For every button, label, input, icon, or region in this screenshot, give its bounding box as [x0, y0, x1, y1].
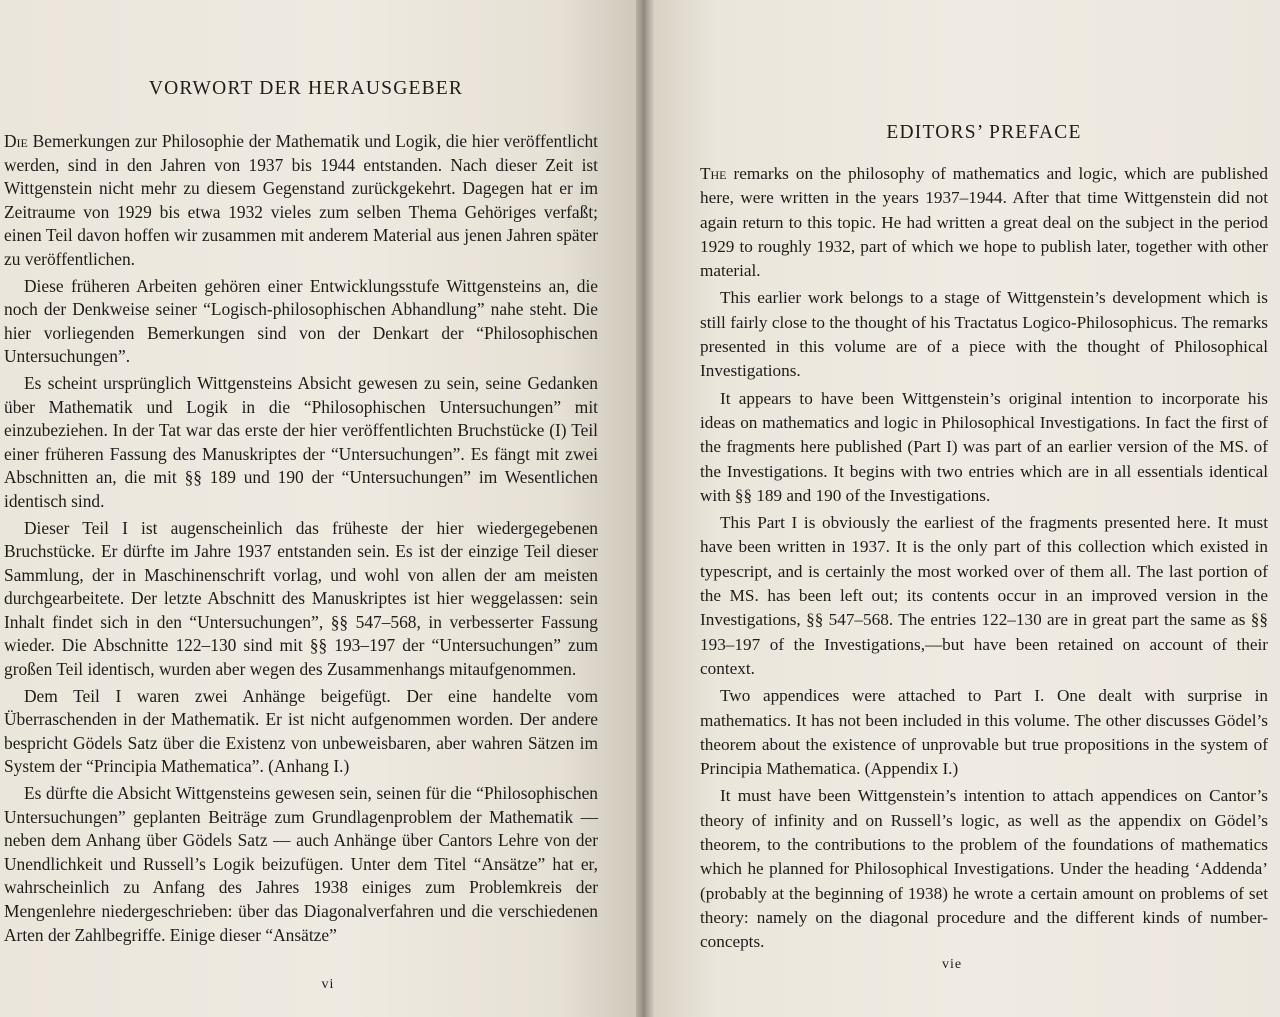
left-paragraph-3: Es scheint ursprünglich Wittgensteins Absicht gewesen zu sein, seine Gedanken über Mathematik und Logik in die “Philosophischen Untersuchungen” mit einzubeziehen. In der Tat war das erste der hier veröffentlichten Bruchstücke (I) Teil einer früheren Fassung des Manuskriptes der “Untersuchungen”. Es fängt mit zwei Abschnitten an, die mit §§ 189 und 190 der “Untersuchungen” im Wesentlichen identisch sind.: [4, 372, 598, 511]
right-paragraph-1-lead: The: [700, 164, 727, 183]
right-page-number: vie: [941, 957, 963, 972]
right-paragraph-3: It appears to have been Wittgenstein’s original intention to incorporate his ideas on mathematics and logic in Philosophical Investigations. In fact the first of the fragments here published (Part I) was part of an earlier version of the MS. of the Investigations. It begins with two entries which are in all essentials identical with §§ 189 and 190 of the Investigations.: [700, 388, 1268, 505]
left-paragraph-5: Dem Teil I waren zwei Anhänge beigefügt. Der eine handelte vom Überraschenden in der Mathematik. Er ist nicht aufgenommen worden. Der andere bespricht Gödels Satz über die Existenz von unbeweisbaren, aber wahren Sätzen im System der “Principia Mathematica”. (Anhang I.): [4, 685, 598, 777]
right-paragraph-1-text: remarks on the philosophy of mathematics and logic, which are published here, were written in the years 1937–1944. After that time Wittgenstein did not again return to this topic. He had written a great deal on the subject in the period 1929 to roughly 1932, part of which we hope to publish later, together with other material.: [700, 164, 1268, 281]
left-paragraph-1-text: Bemerkungen zur Philosophie der Mathematik und Logik, die hier veröffentlicht werden, sind in den Jahren von 1937 bis 1944 entstanden. Nach dieser Zeit ist Wittgenstein nicht mehr zu diesem Gegenstand zurückgekehrt. Dagegen hat er im Zeitraume von 1929 bis etwa 1932 vieles zum selben Thema Gehöriges verfaßt; einen Teil davon hoffen wir zusammen mit anderem Material aus jenen Jahren später zu veröffentlichen.: [4, 131, 598, 269]
left-page-german: [0, 0, 636, 1017]
right-paragraph-4: This Part I is obviously the earliest of the fragments presented here. It must have been written in 1937. It is the only part of this collection which existed in typescript, and is certainly the most worked over of them all. The last portion of the MS. has been left out; its contents occur in an improved version in the Investigations, §§ 547–568. The entries 122–130 are in great part the same as §§ 193–197 of the Investigations,—but have been retained on account of their context.: [700, 513, 1268, 678]
left-paragraph-6: Es dürfte die Absicht Wittgensteins gewesen sein, seinen für die “Philosophischen Untersuchungen” geplanten Beiträge zum Grundlagenproblem der Mathematik — neben dem Anhang über Gödels Satz — auch Anhänge über Cantors Lehre von der Unendlichkeit und Russell’s Logik beizufügen. Unter dem Titel “Ansätze” hat er, wahrscheinlich zu Anfang des Jahres 1938 einiges zum Problemkreis der Mengenlehre niedergeschrieben: über das Diagonalverfahren und die verschiedenen Arten der Zahlbegriffe. Einige dieser “Ansätze”: [4, 783, 598, 945]
left-page-number: vi: [321, 977, 335, 992]
right-page-heading: EDITORS’ PREFACE: [886, 122, 1082, 143]
book-gutter: [636, 0, 654, 1017]
right-paragraph-6: It must have been Wittgenstein’s intention to attach appendices on Cantor’s theory of infinity and on Russell’s logic, as well as the appendix on Gödel’s theorem, to the contributions to the problem of the foundations of mathematics which he planned for Philosophical Investigations. Under the heading ‘Addenda’ (probably at the beginning of 1938) he wrote a certain amount on problems of set theory: namely on the diagonal procedure and the different kinds of number-concepts.: [700, 786, 1268, 952]
left-paragraph-4: Dieser Teil I ist augenscheinlich das früheste der hier wiedergegebenen Bruchstücke. Er dürfte im Jahre 1937 entstanden sein. Es ist der einzige Teil dieser Sammlung, der in Maschinenschrift vorlag, und wohl von allen der am meisten durchgearbeitete. Der letzte Abschnitt des Manuskriptes ist hier weggelassen: sein Inhalt findet sich in den “Untersuchungen”, §§ 547–568, in verbesserter Fassung wieder. Die Abschnitte 122–130 sind mit §§ 193–197 der “Untersuchungen” zum großen Teil identisch, wurden aber wegen des Zusammenhangs mitaufgenommen.: [4, 517, 598, 680]
left-page-heading: VORWORT DER HERAUSGEBER: [148, 78, 464, 99]
right-paragraph-1: [700, 162, 1268, 283]
right-page-english: [654, 0, 1280, 1017]
right-paragraph-2: This earlier work belongs to a stage of Wittgenstein’s development which is still fairly close to the thought of his Tractatus Logico-Philosophicus. The remarks presented in this volume are of a piece with the thought of Philosophical Investigations.: [700, 288, 1268, 381]
right-paragraph-5: Two appendices were attached to Part I. One dealt with surprise in mathematics. It has not been included in this volume. The other discusses Gödel’s theorem about the existence of unprovable but true propositions in the system of Principia Mathematica. (Appendix I.): [700, 686, 1268, 779]
left-paragraph-2: Diese früheren Arbeiten gehören einer Entwicklungsstufe Wittgensteins an, die noch der Denkweise seiner “Logisch-philosophischen Abhandlung” nahe steht. Die hier vorliegenden Bemerkungen sind von der Denkart der “Philosophischen Untersuchungen”.: [4, 275, 598, 367]
right-page-body: [700, 162, 1268, 955]
left-page-body: [4, 130, 598, 947]
left-paragraph-1-lead: Die: [4, 131, 28, 151]
left-paragraph-1: [4, 130, 598, 272]
